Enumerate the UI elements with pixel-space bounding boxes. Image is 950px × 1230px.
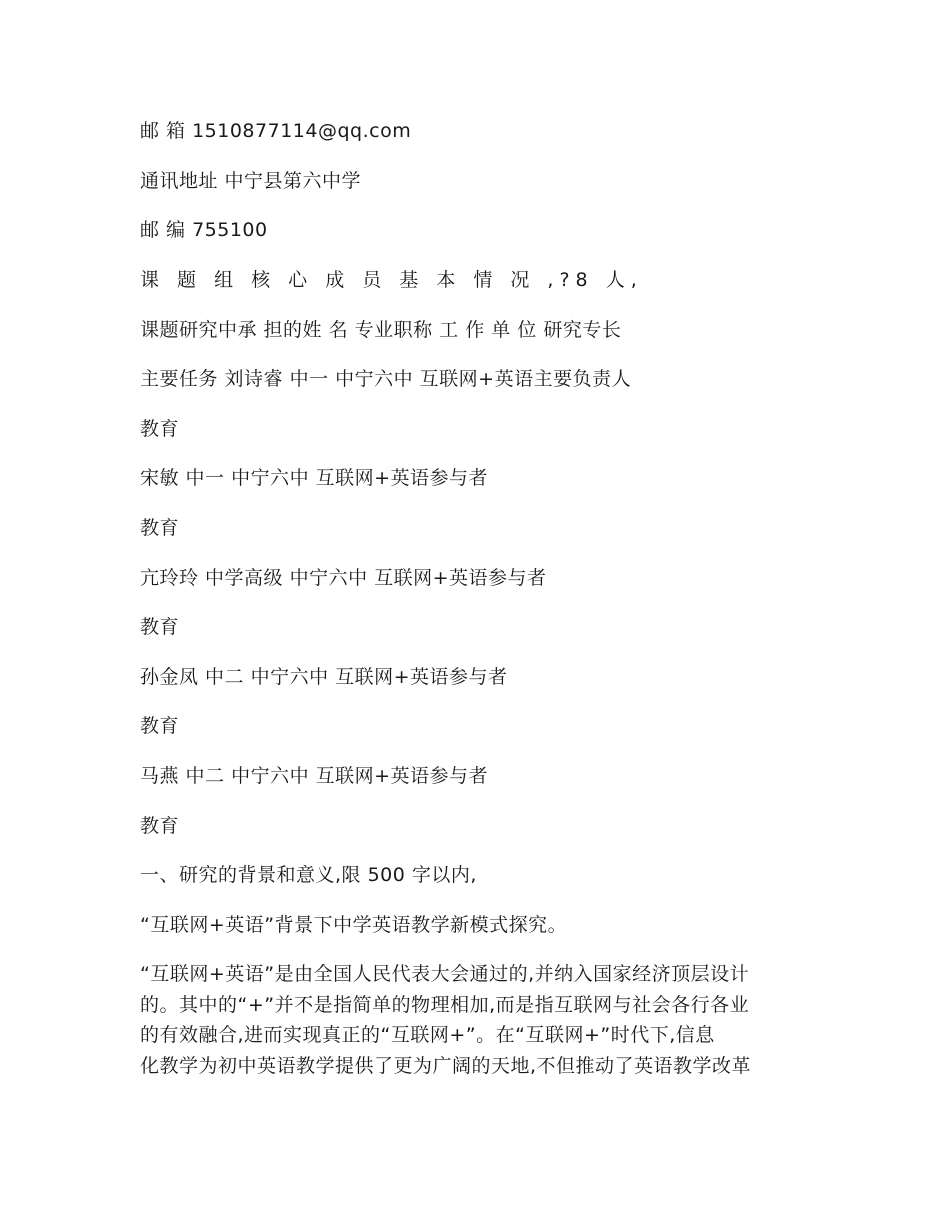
member-row-5-specialty: 教育: [140, 815, 180, 837]
paragraph-line: 的有效融合,进而实现真正的“互联网+”。在“互联网+”时代下,信息: [140, 1024, 715, 1046]
research-title: “互联网+英语”背景下中学英语教学新模式探究。: [140, 914, 568, 936]
background-paragraph: [140, 959, 815, 1081]
postcode-line: 邮 编 755100: [140, 219, 268, 241]
member-row-4: 孙金凤 中二 中宁六中 互联网+英语参与者: [140, 666, 508, 688]
address-line: 通讯地址 中宁县第六中学: [140, 170, 362, 192]
email-line: 邮 箱 1510877114@qq.com: [140, 120, 412, 142]
member-row-3: 亢玲玲 中学高级 中宁六中 互联网+英语参与者: [140, 567, 547, 589]
member-row-2-specialty: 教育: [140, 517, 180, 539]
paragraph-line: 化教学为初中英语教学提供了更为广阔的天地,不但推动了英语教学改革: [140, 1054, 752, 1077]
section-heading-background: 一、研究的背景和意义,限 500 字以内,: [140, 864, 477, 886]
member-row-5: 马燕 中二 中宁六中 互联网+英语参与者: [140, 765, 489, 787]
paragraph-line: 的。其中的“+”并不是指简单的物理相加,而是指互联网与社会各行各业: [140, 993, 750, 1016]
member-row-3-specialty: 教育: [140, 616, 180, 638]
member-row-1-specialty: 教育: [140, 418, 180, 440]
member-row-4-specialty: 教育: [140, 715, 180, 737]
core-members-heading: 课 题 组 核 心 成 员 基 本 情 况 ,?8 人,: [140, 269, 643, 291]
paragraph-line: “互联网+英语”是由全国人民代表大会通过的,并纳入国家经济顶层设计: [140, 963, 750, 985]
member-row-2: 宋敏 中一 中宁六中 互联网+英语参与者: [140, 467, 489, 489]
members-table-header: 课题研究中承 担的姓 名 专业职称 工 作 单 位 研究专长: [140, 319, 622, 341]
member-row-1: 主要任务 刘诗睿 中一 中宁六中 互联网+英语主要负责人: [140, 368, 632, 390]
